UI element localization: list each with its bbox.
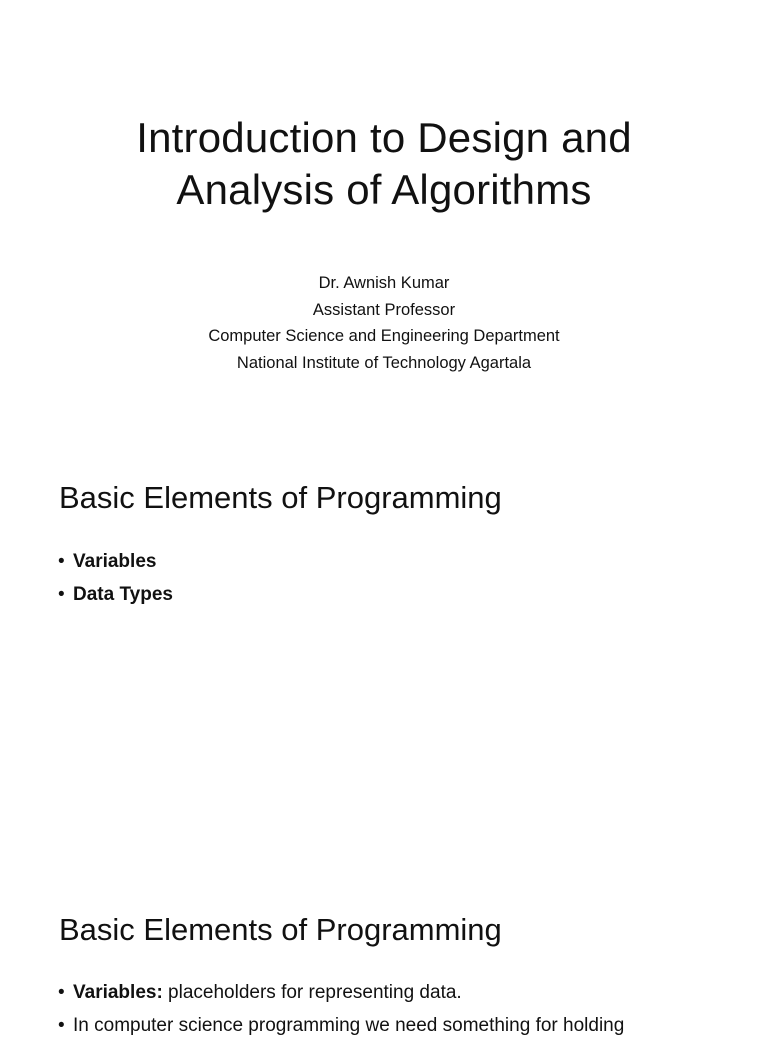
bullet-list: [58, 976, 624, 1042]
author-info: [0, 270, 768, 376]
basics-slide: [0, 432, 768, 864]
title-line-2: Analysis of Algorithms: [176, 166, 592, 213]
bullet-term: Variables:: [73, 982, 163, 1003]
list-item: [58, 545, 173, 578]
title-line-1: Introduction to Design and: [136, 114, 632, 161]
list-item: [58, 976, 624, 1009]
bullet-text: Data Types: [73, 584, 173, 605]
bullet-list: [58, 545, 173, 611]
presentation-title: [0, 112, 768, 216]
title-slide: [0, 0, 768, 432]
bullet-icon: •: [58, 551, 65, 572]
slide-heading: Basic Elements of Programming: [59, 912, 502, 947]
author-name: Dr. Awnish Kumar: [318, 274, 450, 292]
author-position: Assistant Professor: [312, 300, 456, 319]
author-institute: National Institute of Technology Agartala: [236, 353, 532, 372]
bullet-text: In computer science programming we need something for holding: [73, 1015, 625, 1036]
bullet-text: placeholders for representing data.: [162, 982, 462, 1003]
bullet-icon: •: [58, 982, 65, 1003]
bullet-icon: •: [58, 1015, 65, 1036]
list-item: [58, 578, 173, 611]
bullet-text: Variables: [73, 551, 157, 572]
slide-heading: Basic Elements of Programming: [59, 480, 502, 515]
variables-slide: [0, 864, 768, 1064]
list-item: [58, 1009, 624, 1042]
author-department: Computer Science and Engineering Department: [208, 327, 560, 345]
bullet-icon: •: [58, 584, 65, 605]
